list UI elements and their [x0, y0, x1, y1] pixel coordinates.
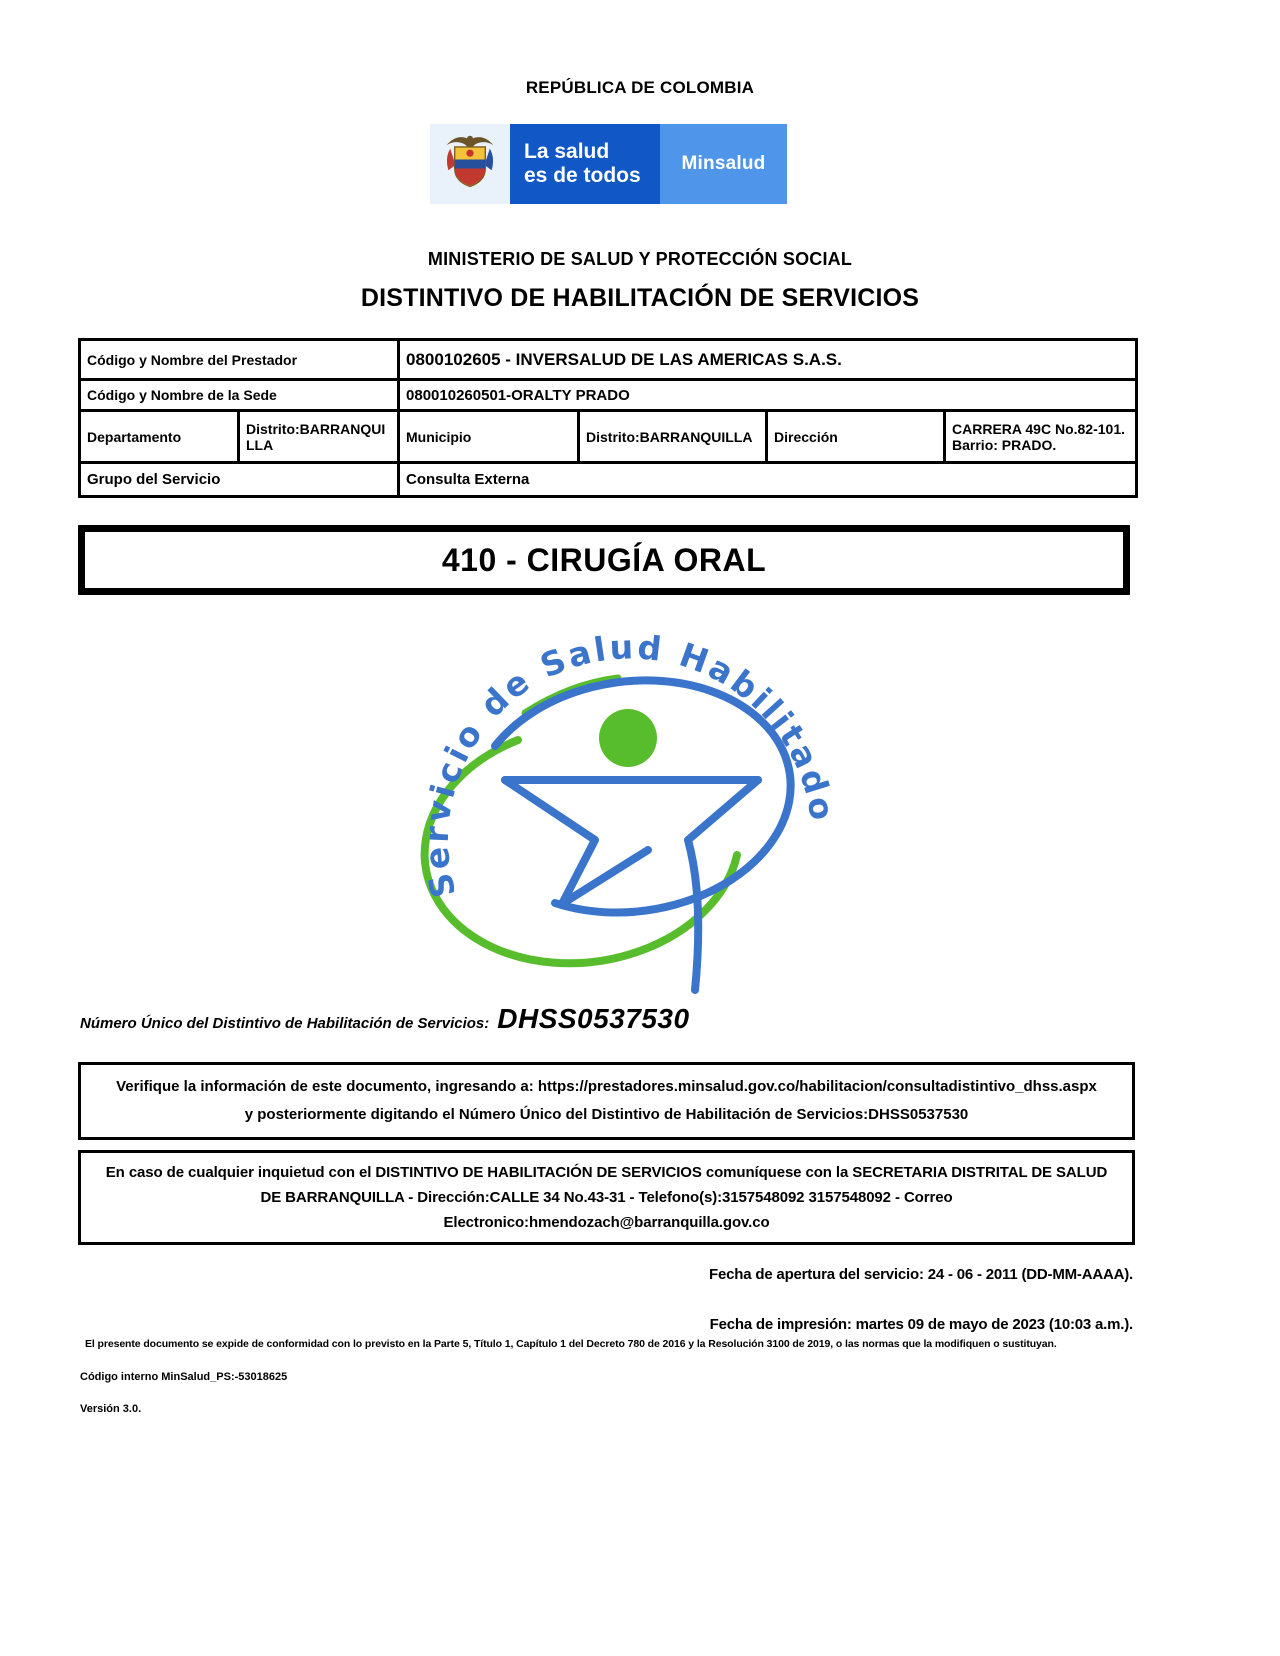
table-row-location — [80, 411, 1137, 463]
verify-line1: Verifique la información de este documento, ingresando a: https://prestadores.minsalud.gov.co/habilitacion/consultadistintivo_dhss.aspx — [116, 1078, 1097, 1095]
sede-value: 080010260501-ORALTY PRADO — [399, 380, 1137, 411]
contact-box — [78, 1150, 1135, 1245]
prestador-label: Código y Nombre del Prestador — [80, 340, 399, 380]
service-banner — [78, 525, 1130, 595]
direccion-label: Dirección — [767, 411, 945, 463]
seal-figure-head — [599, 709, 657, 767]
contact-text: En caso de cualquier inquietud con el DISTINTIVO DE HABILITACIÓN DE SERVICIOS comuníquese con la SECRETARIA DISTRITAL DE SALUD DE BARRANQUILLA - Dirección:CALLE 34 No.43-31 - Telefono(s):3157548092 3157548092 - Correo Electronico:hmendozach@barranquilla.gov.co — [105, 1164, 1108, 1231]
logo-tagline — [510, 124, 660, 204]
direccion-value: CARRERA 49C No.82-101. Barrio: PRADO. — [945, 411, 1137, 463]
prestador-value: 0800102605 - INVERSALUD DE LAS AMERICAS S.A.S. — [399, 340, 1137, 380]
fecha-impresion: Fecha de impresión: martes 09 de mayo de 2023 (10:03 a.m.). — [709, 1316, 1133, 1333]
coat-of-arms-icon — [443, 130, 497, 198]
republic-title: REPÚBLICA DE COLOMBIA — [525, 78, 755, 97]
verify-line2: y posteriormente digitando el Número Único del Distintivo de Habilitación de Servicios:DHSS0537530 — [244, 1106, 969, 1123]
provider-table — [78, 338, 1138, 498]
dhss-label: Número Único del Distintivo de Habilitación de Servicios: — [80, 1015, 490, 1032]
municipio-label: Municipio — [399, 411, 579, 463]
legal-note: El presente documento se expide de conformidad con lo previsto en la Parte 5, Título 1, Capítulo 1 del Decreto 780 de 2016 y la Resolución 3100 de 2019, o las normas que la modifiquen o sustituyan. — [85, 1338, 1057, 1350]
municipio-value: Distrito:BARRANQUILLA — [579, 411, 767, 463]
departamento-value: Distrito:BARRANQUILLA — [239, 411, 399, 463]
document-title: DISTINTIVO DE HABILITACIÓN DE SERVICIOS — [360, 284, 920, 312]
version-label: Versión 3.0. — [80, 1403, 142, 1415]
table-row-sede — [80, 380, 1137, 411]
logo-tagline-line1: La salud — [524, 140, 610, 164]
minsalud-logo — [430, 124, 787, 204]
table-row-prestador — [80, 340, 1137, 380]
logo-tagline-line2: es de todos — [524, 164, 641, 187]
dhss-number: DHSS0537530 — [497, 1003, 690, 1034]
seal-arc-text: Servicio de Salud Habilitado — [416, 627, 843, 902]
dhss-line — [80, 1003, 690, 1035]
logo-brand: Minsalud — [660, 124, 787, 204]
seal-figure-left-leg — [505, 780, 648, 904]
verify-box — [78, 1062, 1135, 1140]
coat-of-arms-box — [430, 124, 510, 204]
grupo-label: Grupo del Servicio — [80, 463, 399, 497]
ministry-title: MINISTERIO DE SALUD Y PROTECCIÓN SOCIAL — [427, 249, 853, 269]
service-banner-text: 410 - CIRUGÍA ORAL — [441, 541, 767, 578]
departamento-label: Departamento — [80, 411, 239, 463]
fecha-apertura: Fecha de apertura del servicio: 24 - 06 - 2011 (DD-MM-AAAA). — [709, 1266, 1133, 1283]
table-row-grupo — [80, 463, 1137, 497]
habilitado-seal — [390, 598, 890, 996]
sede-label: Código y Nombre de la Sede — [80, 380, 399, 411]
internal-code: Código interno MinSalud_PS:-53018625 — [80, 1371, 288, 1383]
grupo-value: Consulta Externa — [399, 463, 1137, 497]
